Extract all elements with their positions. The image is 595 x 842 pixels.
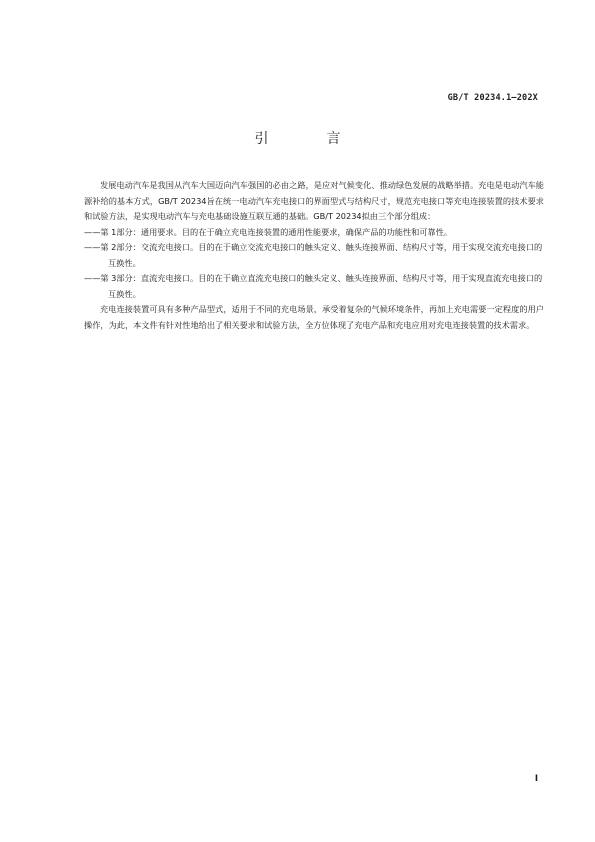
list-item-part-2: ——第 2部分：交流充电接口。目的在于确立交流充电接口的触头定义、触头连接界面、结构尺寸等，用于实现交流充电接口的互换性。 <box>84 242 543 268</box>
paragraph-intro: 发展电动汽车是我国从汽车大国迈向汽车强国的必由之路，是应对气候变化、推动绿色发展的战略举措。充电是电动汽车能源补给的基本方式，GB/T 20234旨在统一电动汽车充电接口的界面型式与结构尺寸，规范充电接口等充电连接装置的技术要求和试验方法，是实现电动汽车与充电基础设施互联互通的基础。GB/T 20234拟由三个部分组成： <box>84 180 544 221</box>
page-number: Ⅰ <box>534 774 538 784</box>
standard-code: GB/T 20234.1—202X <box>447 93 538 103</box>
introduction-body <box>84 178 544 333</box>
list-item-part-1: ——第 1部分：通用要求。目的在于确立充电连接装置的通用性能要求，确保产品的功能性和可靠性。 <box>84 226 453 237</box>
paragraph-connector-types: 充电连接装置可具有多种产品型式，适用于不同的充电场景，承受着复杂的气候环境条件，再加上充电需要一定程度的用户操作，为此，本文件有针对性地给出了相关要求和试验方法，全方位体现了充电产品和充电应用对充电连接装置的技术需求。 <box>84 304 544 330</box>
page-title: 引 言 <box>254 131 363 147</box>
list-item-part-3: ——第 3部分：直流充电接口。目的在于确立直流充电接口的触头定义、触头连接界面、结构尺寸等，用于实现直流充电接口的互换性。 <box>84 273 543 299</box>
